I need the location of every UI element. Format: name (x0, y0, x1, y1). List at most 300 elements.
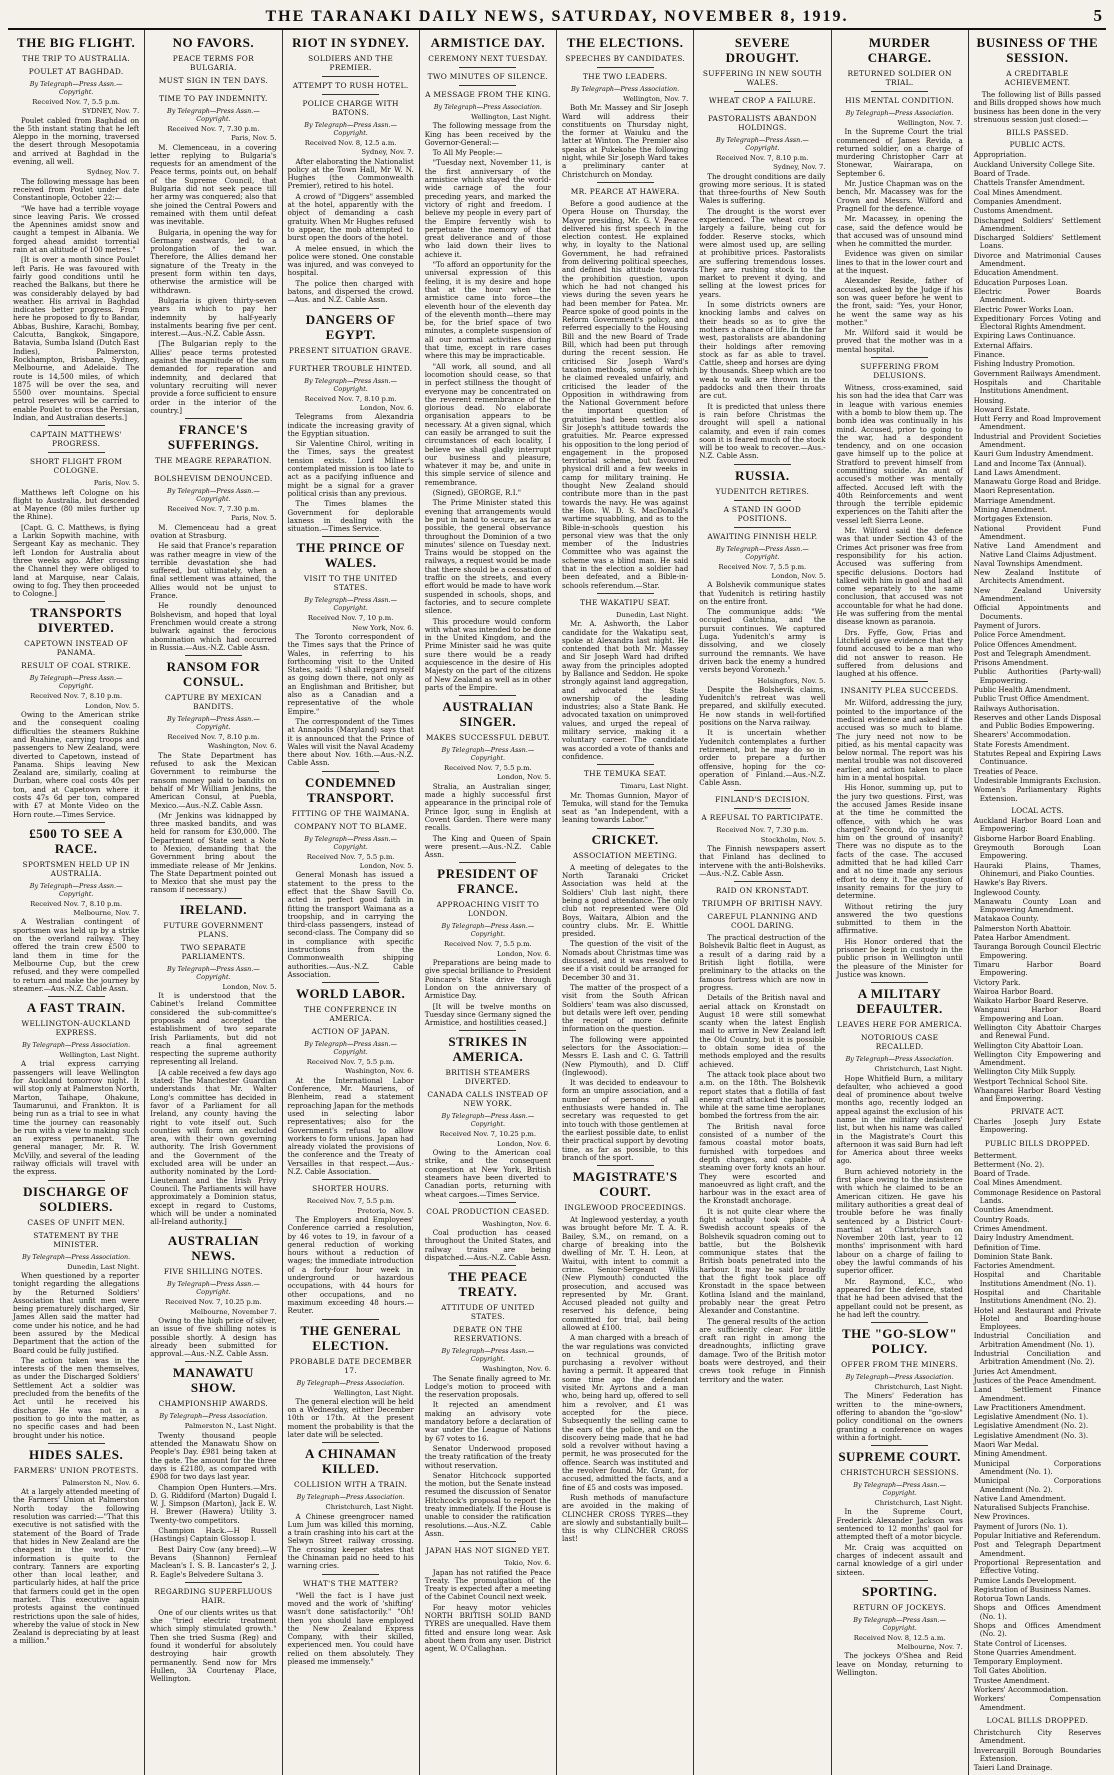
article-paragraph: His Honor ordered that the prisoner be kept in custody in the public prison in Wellington until the pleasure of the Minister for Justice was known. (836, 936, 963, 979)
received-line: Received Nov. 7, 7.30 p.m. (716, 826, 809, 835)
page-number: 5 (1093, 6, 1102, 25)
article-paragraph: At the International Labor Conference, Mr. Mauriens, of Blenheim, read a statement reproaching Japan for the methods used in selecting labor representatives; also for the Government's refusal to allow workers to form unions. Japan had already violated the provisions of the conference and the Treaty of Versailles in that respect.—Aus.-N.Z. Cable Association. (287, 1075, 414, 1177)
list-item: Legislative Amendment (No. 1). (973, 1412, 1089, 1422)
article-subhead: SHORT FLIGHT FROM COLOGNE. (29, 457, 123, 476)
article-paragraph: Both Mr. Massey and Sir Joseph Ward will address their constituents on Thursday night, the former at Waiuku and the latter at Winton. The Premier also speaks at Pukekohe the following night, while Sir Joseph Ward takes a preliminary canter at Christchurch on Monday. (562, 103, 689, 179)
divider (871, 91, 928, 92)
article-paragraph: [The Bulgarian reply to the Allies' peace terms protested against the magnitude of the sum demanded for reparation and indemnity, and declared that voluntary recruiting will never provide a force sufficient to ensure order in the interior of the country.] (150, 339, 277, 415)
list-item: Reserves and other Lands Disposal and Public Bodies Empowering. (973, 712, 1101, 731)
article-headline: WORLD LABOR. (295, 986, 406, 1002)
list-item: Board of Trade. (973, 169, 1031, 179)
dateline: Timaru, Last Night. (620, 782, 689, 791)
article-headline: DANGERS OF EGYPT. (305, 311, 396, 342)
list-item: Auckland University College Site. (973, 159, 1095, 169)
article-paragraph: Japan has not ratified the Peace Treaty. The promulgation of the Treaty is expected after a meeting of the Cabinet Council next week. (424, 1567, 551, 1602)
article-subhead: MUST SIGN IN TEN DAYS. (158, 76, 269, 85)
list-item: Companies Amendment. (973, 196, 1062, 206)
article-paragraph: It rejected an amendment making an advisory vote mandatory before a declaration of war under the League of Nations by 67 votes to 16. (424, 1400, 551, 1443)
list-item: Workers' Accommodation. (973, 1685, 1069, 1695)
article-subhead: YUDENITCH RETIRES. (715, 486, 810, 496)
divider (459, 695, 516, 696)
article-subhead: RETURN OF JOCKEYS. (853, 1602, 947, 1612)
article-subhead: SHORTER HOURS. (312, 1184, 390, 1194)
article-subhead: CASES OF UNFIT MEN. (27, 1217, 125, 1227)
divider (322, 771, 379, 772)
byline: By Telegraph—Press Assn.—Copyright. (304, 376, 397, 393)
divider (185, 1229, 242, 1230)
dateline: Melbourne, Nov. 7. (896, 1643, 963, 1652)
article-paragraph: At a largely attended meeting of the Farmers' Union at Palmerston North today the following resolution was carried:—"That this executive is not satisfied with the statement of the Board of Trade that hides in New Zealand are the cheapest in the world. Our information is quite to the contrary. Tanners are exporting other than local leather, and particularly hides, at half the price that farmers could get in the open market. This executive again protests against the continued restrictions upon the sale of hides, whereby the value of stock in New Zealand is depreciating by at least a million." (13, 1487, 140, 1646)
article-paragraph: The following were appointed selectors for the Association:—Messrs E. Lash and C. G. Tattrill (New Plymouth), and D. Cliff (Inglewood). (562, 1034, 689, 1077)
article-subhead: CHRISTCHURCH SESSIONS. (840, 1468, 959, 1478)
article-paragraph: Mr. Macassey, in opening the case, said the defence would be that accused was of unsound mind when he committed the murder. (836, 214, 963, 249)
list-item: Law Practitioners Amendment. (973, 1402, 1086, 1412)
list-item: State Forests Amendment. (973, 739, 1070, 749)
article-subhead: PEACE TERMS FOR BULGARIA. (172, 54, 254, 72)
article-subhead: VISIT TO THE UNITED STATES. (303, 574, 398, 593)
article-paragraph: The question of the visit of the Nomads about Christmas time was discussed, and it was resolved to see if a visit could be arranged for December 30 and 31. (562, 939, 689, 982)
divider (48, 1443, 105, 1444)
article-subhead: SUFFERING FROM DELUSIONS. (860, 362, 939, 381)
dateline: London, Nov. 5. (85, 701, 140, 710)
list-item: Expeditionary Forces Voting and Electoral Rights Amendment. (973, 313, 1101, 332)
list-item: Popular Initiative and Referendum. (973, 1531, 1101, 1541)
article-subhead: FINLAND'S DECISION. (715, 795, 810, 805)
article-paragraph: The following message from the King has been received by the Governor-General:— (424, 121, 551, 147)
list-item: Factories Amendment. (973, 1261, 1056, 1271)
article-paragraph: Senator Underwood proposed the treaty ratification of the treaty without reservation. (424, 1443, 551, 1470)
divider (871, 982, 928, 983)
list-item: Women's Parliamentary Rights Extension. (973, 785, 1101, 803)
divider (322, 1319, 379, 1320)
byline: By Telegraph—Press Assn.—Copyright. (304, 121, 397, 137)
article-paragraph: The correspondent of the Times at Annapolis (Maryland) says that it is announced that the Prince of Wales will visit the Naval Academy there about Nov. 16th.—Aus.-N.Z. Cable Assn. (287, 716, 414, 768)
article-subhead: POLICE CHARGE WITH BATONS. (302, 99, 399, 117)
article-subhead: FARMERS' UNION PROTESTS. (13, 1465, 139, 1475)
list-item: Land Settlement Finance Amendment. (973, 1385, 1101, 1403)
article-paragraph: The King and Queen of Spain were present.—Aus.-N.Z. Cable Assn. (424, 833, 551, 860)
divider (459, 1202, 516, 1203)
list-item: Victory Park. (973, 977, 1021, 987)
list-item: Public Health Amendment. (973, 685, 1071, 694)
byline: By Telegraph—Press Association. (22, 1252, 131, 1261)
list-item: Matakaoa County. (973, 914, 1039, 924)
list-item: Police Offences Amendment. (973, 639, 1077, 649)
article-headline: THE BIG FLIGHT. (17, 35, 136, 50)
article-subhead: FUTURE GOVERNMENT PLANS. (163, 920, 264, 939)
byline: By Telegraph—Press Assn.—Copyright. (441, 746, 535, 763)
byline: By Telegraph—Press Assn.—Copyright. (29, 80, 123, 96)
article-headline: MAGISTRATE'S COURT. (572, 1169, 678, 1200)
list-item: Housing. (973, 395, 1007, 405)
list-item: Wellington City Milk Supply. (973, 1067, 1076, 1077)
list-item: Native Land Amendment. (973, 1493, 1066, 1503)
article-headline: THE PRINCE OF WALES. (296, 540, 405, 571)
article-subhead: SOLDIERS AND THE PREMIER. (308, 54, 394, 72)
divider (871, 681, 928, 682)
list-item: Mining Amendment. (973, 1449, 1048, 1459)
article-headline: RANSOM FOR CONSUL. (166, 659, 261, 690)
article-subhead: COAL PRODUCTION CEASED. (426, 1206, 550, 1216)
list-item: Hospital and Charitable Institutions Amendment (No. 2). (973, 1288, 1101, 1306)
article-paragraph: Owing to the American coal strike, and the consequent congestion at New York, British steamers have been diverted to Canadian ports, returning with wheat cargoes.—Times Service. (424, 1148, 551, 1199)
divider (322, 94, 379, 95)
column-7 (832, 30, 969, 1775)
article-subhead: SUFFERING IN NEW SOUTH WALES. (702, 69, 822, 87)
article-subhead: WELLINGTON-AUCKLAND EXPRESS. (21, 1019, 131, 1038)
received-line: Received Nov. 7, 5.5 p.m. (444, 940, 532, 949)
byline: By Telegraph—Press Association. (845, 1373, 954, 1382)
article-subhead: CAPETOWN INSTEAD OF PANAMA. (24, 639, 129, 658)
list-item: Workers' Compensation Amendment. (973, 1694, 1101, 1712)
article-paragraph: A meeting of delegates to the North Taranaki Cricket Association was held at the Soldiers' Club last night, there being a good attendance. The only club not represented were Old Boys, Waitara, Albion and the country clubs. Mr. E. Whittle presided. (562, 862, 689, 939)
article-subhead: APPROACHING VISIT TO LONDON. (436, 900, 540, 919)
article-paragraph: At Inglewood yesterday, a youth was brought before Mr. T. A. R. Bailey, S.M., on remand, on a charge of breaking into the dwelling of Mr. T. H. Leon, at Waitui, with intent to commit a crime. Senior-Sergeant Willis (New Plymouth) conducted the prosecution, and accused was represented by Mr. Grant. Accused pleaded not guilty and reserved his defence, being committed for trial, bail being allowed at £100. (562, 1215, 689, 1332)
list-item: Christchurch City Reserves Amendment. (973, 1727, 1101, 1746)
article-subhead: SPEECHES BY CANDIDATES. (565, 54, 686, 63)
article-paragraph: "Well the fact is I have just moved and the work of 'shifting' wasn't done satisfactorily." "Oh! then you should have employed the New Zealand Express Company, with their skilled, experienced men. You could have relied on them absolutely. They pleased me immensely." (287, 1590, 414, 1667)
list-item: Education Purposes Loan. (973, 277, 1068, 287)
article-subhead: FURTHER TROUBLE HINTED. (288, 363, 413, 373)
list-item: Treaties of Peace. (973, 766, 1038, 776)
list-item: Charles Joseph Jury Estate Empowering. (973, 1116, 1101, 1135)
list-item: Pumice Lands Development. (973, 1575, 1077, 1585)
article-subhead: AWAITING FINNISH HELP. (707, 531, 818, 541)
divider (459, 1030, 516, 1031)
article-subhead: TRIUMPH OF BRITISH NAVY. (702, 899, 823, 909)
byline: By Telegraph—Press Assn.—Copyright. (441, 1347, 535, 1364)
dateline: London, Nov. 5. (359, 862, 414, 871)
article-subhead: PUBLIC BILLS DROPPED. (984, 1138, 1090, 1148)
article-paragraph: A Westralian contingent of sportsmen was held up by a strike on the overland railway. They offered the train crew £500 to land them in time for the Melbourne Cup, but the crew refused, and they were compelled to return and make the journey by steamer.—Aus.-N.Z. Cable Assn. (13, 917, 140, 993)
article-paragraph: The practical destruction of the Bolshevik Baltic fleet in August, as a result of a daring raid by a British light flotilla, were preliminary to the attacks on the famous fortress which are now in progress. (699, 933, 826, 992)
dateline: Sydney, Nov. 7. (773, 163, 826, 172)
article-headline: RIOT IN SYDNEY. (292, 35, 410, 50)
list-item: Finance. (973, 350, 1005, 360)
article-paragraph: The Senate finally agreed to Mr. Lodge's motion to proceed with the reservation proposals. (424, 1373, 551, 1400)
article-paragraph: Champion Open Hunters.—Mrs. D. G. Riddiford (Marton) Dugald I. W. J. Simpson (Marton), Jack E. W. H. Brewer (Hawera) Utility 3. Twenty-two competitors. (150, 1482, 277, 1525)
byline: By Telegraph—Press Assn.—Copyright. (167, 715, 260, 732)
article-paragraph: A Chinese greengrocer named Lum Jum was killed this morning, a train crashing into his cart at the Selwyn Street railway crossing. The crossing keeper states that the Chinaman paid no heed to his warning cries. (287, 1511, 414, 1571)
divider (597, 182, 654, 183)
article-paragraph: Mr. A. Ashworth, the Labor candidate for the Wakatipu seat, spoke at Alexandra last night. He contended that both Mr. Massey and Sir Joseph Ward had drifted away from the principles adopted by Ballance and Seddon. He spoke strongly against land aggregation, and advocated the State ownership of the leading industries; also a State Bank. He advocated taxation on unimproved values, and urged the repeal of military service, making it a voluntary career. The candidate was accorded a vote of thanks and confidence. (562, 619, 689, 761)
list-item: Prisons Amendment. (973, 658, 1049, 668)
article-paragraph: Witness, cross-examined, said his son had the idea that Carr was in league with various enemies with a bomb to blow them up. The bomb idea was continually in his mind. Accused, prior to going to the war, had a despondent tendency, and on one occasion gave himself up to the police at Stratford to prevent himself from committing suicide. An aunt of accused's mother was mentally affected. Accused left with the 40th Reinforcements and went through the terrible epidemic experiences on the Tahiti after the vessel left Sierra Leone. (836, 383, 963, 525)
article-subhead: A REFUSAL TO PARTICIPATE. (701, 813, 824, 823)
byline: By Telegraph—Press Association. (296, 1493, 405, 1502)
article-headline: A MILITARY DEFAULTER. (856, 986, 943, 1017)
received-line: Received Nov. 7, 5.5 p.m. (718, 562, 807, 571)
masthead-title: THE TARANAKI DAILY NEWS, SATURDAY, NOVEMBER 8, 1919. (265, 8, 849, 25)
article-paragraph: Best Dairy Cow (any breed).—W Bevans (Shannon) Fernleaf Maclean's I. S. B. Lancaster's 2, J. R. Eagle's Belvedere Sultana 3. (150, 1544, 277, 1579)
list-item: Greymouth Borough Loan Empowering. (973, 843, 1101, 861)
dateline: Christchurch, Last Night. (874, 1065, 963, 1074)
column-8 (969, 30, 1106, 1775)
article-paragraph: The Finnish newspapers assert that Finland has declined to intervene with the anti-Bolsheviks.—Aus.-N.Z. Cable Assn. (699, 844, 826, 878)
article-subhead: CAPTAIN MATTHEWS' PROGRESS. (30, 430, 122, 449)
divider (459, 85, 516, 86)
list-item: Customs Amendment. (973, 206, 1053, 216)
article-paragraph: A melee ensued, in which the police were stoned. One constable was injured, and was conveyed to hospital. (287, 243, 414, 278)
article-paragraph: Mr. Craig was acquitted on charges of indecent assault and carnal knowledge of a girl under sixteen. (836, 1542, 963, 1577)
article-subhead: THE MEAGRE REPARATION. (155, 456, 272, 466)
divider (322, 76, 379, 77)
list-item: Westport Technical School Site. (973, 1076, 1088, 1086)
list-item: Invercargill Borough Boundaries Extension. (973, 1745, 1101, 1763)
list-item: New Provinces. (973, 1512, 1030, 1522)
dateline: London, Nov. 6. (359, 403, 414, 412)
dateline: Melbourne, Nov. 7. (73, 909, 140, 918)
dateline: Washington, Nov. 6. (482, 1365, 551, 1374)
article-subhead: THE TWO LEADERS. (582, 72, 668, 81)
article-subhead: LOCAL BILLS DROPPED. (986, 1715, 1089, 1725)
article-paragraph: He roundly denounced Bolshevism, and hoped that loyal Frenchmen would create a strong bulwark against the ferocious abomination which had occurred in Russia.—Aus.-N.Z. Cable Assn. (150, 601, 277, 652)
list-item: Discharged Soldiers' Settlement Loans. (973, 233, 1101, 251)
article-subhead: NOTORIOUS CASE RECALLED. (860, 1033, 939, 1052)
article-subhead: PROBABLE DATE DECEMBER 17. (289, 1356, 412, 1375)
article-subhead: COLLISION WITH A TRAIN. (294, 1480, 408, 1490)
article-paragraph: Bulgaria is given thirty-seven years in which to pay her indemnity by half-yearly instalments bearing five per cent. interest.—Aus.-N.Z. Cable Assn. (150, 295, 277, 339)
divider (185, 469, 242, 470)
list-item: Howard Estate. (973, 404, 1030, 414)
article-paragraph: Champion Hack.—H Russell (Hastings) Captain Glossop I. (150, 1526, 277, 1544)
list-item: Chattels Transfer Amendment. (973, 178, 1085, 188)
list-item: Naturalised Subjects Franchise. (973, 1503, 1090, 1513)
divider (871, 1445, 928, 1446)
article-subhead: HIS MENTAL CONDITION. (845, 96, 955, 105)
list-item: Hauraki Plains, Thames, Ohinemuri, and Piako Counties. (973, 860, 1101, 878)
byline: By Telegraph—Press Assn.—Copyright. (167, 964, 260, 981)
article-paragraph: "To afford an opportunity for the universal expression of this feeling, it is my desire and hope that at the hour when the armistice came into force—the eleventh hour of the eleventh day of the eleventh month—there may be, for the brief space of two minutes, a complete suspension of all our normal activities during that time, except in rare cases where this may be impracticable. (424, 260, 551, 361)
article-paragraph: The attack took place about two a.m. on the 18th. The Bolshevik report states that a flotilla of fast enemy craft attacked the harbour, while at the same time aeroplanes bombed the fortress from the air. (699, 1069, 826, 1121)
list-item: Land and Income Tax (Annual). (973, 458, 1087, 468)
list-item: National Provident Fund Amendment. (973, 523, 1101, 541)
article-paragraph: The communique adds: "We occupied Gatchina, and the pursuit continues. We captured Luga. Yudenitch's army is dissolving, and we closely surround the remnants. We have driven back the enemy a hundred versts beyond Voronezh." (699, 607, 826, 675)
article-subhead: PASTORALISTS ABANDON HOLDINGS. (707, 114, 817, 132)
list-item: Official Appointments and Documents. (973, 603, 1101, 621)
article-paragraph: Matthews left Cologne on his flight to Australia, but descended at Mayence (80 miles further up the Rhine). (13, 487, 140, 522)
dateline: Wellington, Last Night. (333, 1388, 414, 1397)
divider (734, 527, 791, 528)
bill-list (974, 1729, 1101, 1772)
article-paragraph: A Bolshevik communique states that Yudenitch is retiring hastily on the entire front. (699, 580, 826, 606)
list-item: Wellington City Empowering and Amendment. (973, 1049, 1101, 1068)
list-item: Kauri Gum Industry Amendment. (973, 449, 1094, 459)
article-paragraph: In the Supreme Court, Frederick Alexander Jackson was sentenced to 12 months' gaol for attempted theft of a motor bicycle. (836, 1507, 963, 1542)
divider (597, 1165, 654, 1166)
article-paragraph: Mr. Wilford said it would be proved that the mother was in a mental hospital. (836, 328, 963, 354)
article-headline: THE GENERAL ELECTION. (300, 1322, 401, 1353)
list-item: Government Railways Amendment. (973, 368, 1101, 378)
article-paragraph: Twenty thousand people attended the Manawatu Show on People's Day. £981 being taken at the gate. The amount for the three days is £2180, as compared with £908 for two days last year. (150, 1430, 277, 1482)
received-line: Received Nov. 7, 5.5 p.m. (306, 852, 395, 861)
article-paragraph: Mr. Raymond, K.C., who appeared for the defence, stated that he had been advised that the appellant could not be present, as he had left the country. (836, 1276, 963, 1319)
article-paragraph: Sir Valentine Chirol, writing in the Times, says the greatest tension exists. Lord Milner's contemplated mission is too late to act as a pacifying influence and might be a signal for a graver political crisis than any previous. (287, 439, 414, 498)
article-subhead: INSANITY PLEA SUCCEEDS. (840, 686, 959, 696)
article-paragraph: "We have had a terrible voyage since leaving Paris. We crossed the Apennines amidst snow and caught a tempest in Albania. We forged ahead amidst torrential rain at an altitude of 100 metres." (13, 203, 140, 255)
received-line: Received Nov. 8, 12.5 a.m. (304, 139, 397, 147)
article-paragraph: General Monash has issued a statement to the press to the effect that the Shaw Savill Co. acted in perfect good faith in fitting the transport Waimana as a troopship, and in carrying the third-class passengers, instead of second-class. The Company did so in compliance with specific instructions from the Commonwealth shipping authorities.—Aus.-N.Z. Cable Association. (287, 870, 414, 979)
divider (185, 655, 242, 656)
dateline: Palmerston N., Nov. 6. (62, 1478, 140, 1487)
dateline: Palmerston N., Last Night. (184, 1422, 277, 1431)
list-item: Maori Representation. (973, 486, 1055, 496)
article-paragraph: The following message has been received from Poulet under date Constantinople, October 22:— (13, 176, 140, 203)
divider (48, 601, 105, 602)
dateline: Christchurch, Last Night. (874, 1383, 963, 1392)
list-item: Appropriation. (973, 150, 1027, 160)
dateline: London, Nov. 5. (771, 571, 826, 580)
article-paragraph: Before a good audience at the Opera House on Thursday, the Mayor presiding, Mr. G. V. Pearce delivered his first speech in the election contest. He explained why, in loyalty to the National Government, he had refrained from delivering political speeches, and defined his attitude towards the prohibition question, upon which he had not changed his views during the seven years he had been member for Patea. Mr. Pearce spoke of good points in the Reform Government's policy, and referred especially to the Housing Bill and the new Board of Trade Bill, which had been put through during the recent session. He criticised Sir Joseph Ward's taxation methods, some of which he claimed revealed unfairly, and criticised the leader of the Opposition in withdrawing from the National Government before the important question of gratuities had been settled; also Sir Joseph's attitude towards the gratuities. Mr. Pearce expressed his opposition to the long period of engagement in the proposed territorial scheme, but favoured physical drill and a few weeks in camp for military training. He thought New Zealand should contribute more than in the past towards the navy. He was against the Hon. W. D. S. MacDonald's wartime squabbling, and as to the Bible-in-schools question his personal view was that the only member of the Industries Committee who was against the scheme was a blind man. He said that in the election a soldier had been defeated, and a Bible-in-schools referendum.—Star. (562, 198, 689, 590)
article-paragraph: Burn achieved notoriety in the first place owing to the insistence with which he claimed to be an American citizen. He gave his military authorities a great deal of trouble before he was finally sentenced by a District Court-martial at Christchurch on November 20th last, year to 12 months' imprisonment with hard labour on a charge of failing to obey the lawful commands of his superior officer. (836, 1166, 963, 1276)
list-item: Trustee Amendment. (973, 1675, 1050, 1685)
list-item: Commonage Residence on Pastoral Lands. (973, 1187, 1101, 1206)
article-paragraph: Evidence was given on similar lines to that in the lower court and at the inquest. (836, 249, 963, 276)
list-item: Wellington City Abattoir Loan. (973, 1040, 1084, 1050)
article-headline: CONDEMNED TRANSPORT. (305, 774, 397, 805)
article-paragraph: Owing to the American strike and the consequent coaling difficulties the steamers Rukhine and Ruahine, carrying troops and passengers to New Zealand, were diverted to Capetown, instead of Panama. Ships leaving New Zealand are, similarly, coaling at Durban, where coal costs 40s per ton, and at Capetown where it costs 47s 6d per ton, compared with £7 at Monte Video on the Horn route.—Times Service. (13, 710, 140, 819)
article-subhead: THE CONFERENCE IN AMERICA. (304, 1005, 398, 1024)
byline: By Telegraph—Press Association. (22, 1041, 131, 1050)
article-subhead: A CREDITABLE ACHIEVEMENT. (1004, 69, 1071, 87)
divider (185, 898, 242, 899)
dateline: Washington, Nov. 6. (345, 1067, 414, 1076)
received-line: Received Nov. 7, 7.30 p.m. (167, 505, 260, 514)
article-paragraph: Mr. Justice Chapman was on the bench, Mr. Macassey was for the Crown and Messrs. Wilford and Pragnell for the defence. (836, 179, 963, 213)
article-headline: RUSSIA. (735, 467, 790, 483)
article-headline: DISCHARGE OF SOLDIERS. (23, 1183, 130, 1214)
list-item: Tauranga Borough Council Electric Empowering. (973, 942, 1101, 960)
article-subhead: RETURNED SOLDIER ON TRIAL. (847, 69, 952, 87)
article-subhead: BRITISH STEAMERS DIVERTED. (445, 1068, 531, 1087)
article-paragraph: M. Clemenceau had a great ovation at Strasburg. (150, 522, 277, 540)
byline: By Telegraph—Press Assn.—Copyright. (29, 881, 123, 898)
article-subhead: BOLSHEVISM DENOUNCED. (154, 474, 273, 484)
dateline: London, Nov. 5. (222, 982, 277, 991)
divider (597, 828, 654, 829)
article-subhead: BILLS PASSED. (1006, 128, 1069, 138)
divider (185, 89, 242, 90)
list-item: Whangarei Harbor Board Vesting and Empowering. (973, 1086, 1101, 1104)
article-paragraph: He said that France's reparation was rather meagre in view of the terrible devastation she had suffered, but ultimately, when a final settlement was attained, the Allies would not be unjust to France. (150, 541, 277, 601)
list-item: Shearers' Accommodation. (973, 730, 1071, 740)
article-paragraph: Stralia, an Australian singer, made a highly successful first appearance in the principal role of Prince Igor, sung in English at Covent Garden. There were many recalls. (424, 781, 551, 833)
dateline: Christchurch, Last Night. (325, 1503, 414, 1512)
article-paragraph: (Mr Jenkins was kidnapped by three masked bandits, and was held for ransom for £30,000. The Department of State sent a Note to Mexico, demanding that the Government bring about the immediate release of Mr Jenkins. The State Department pointed out to Mexico that she must pay the ransom if necessary.) (150, 810, 277, 895)
article-headline: HIDES SALES. (29, 1446, 124, 1462)
article-paragraph: (Signed), GEORGE, R.I." (432, 488, 522, 498)
list-item: Betterment. (973, 1150, 1018, 1160)
byline: By Telegraph—Press Assn.—Copyright. (441, 1112, 535, 1129)
article-subhead: TIME TO PAY INDEMNITY. (159, 94, 268, 103)
received-line: Received Nov. 7, 5.5 p.m. (444, 764, 532, 773)
byline: By Telegraph—Press Assn.—Copyright. (167, 107, 260, 123)
article-paragraph: The Prime Minister stated this evening that arrangements would be put in hand to secure, as far as possible, the general observance throughout the Dominion of a two minutes' silence on Tuesday next. Trains would be stopped on the railways, a request would be made that there should be a cessation of traffic on the streets, and every effort would be made to have work suspended in schools, shops, and factories, and to secure complete silence. (424, 498, 551, 616)
article-paragraph: To All My People:— (432, 148, 503, 158)
article-paragraph: One of our clients writes us that she "tried electric treatment which simply stimulated growth." Then she tried Susma (Reg) and found it wonderful for absolutely destroying hair growth permanently. Send now for Mrs Hullen, 3A Courtenay Place, Wellington. (150, 1607, 277, 1684)
list-item: Municipal Corporations Amendment (No. 1). (973, 1458, 1101, 1476)
list-item: Temporary Employment. (973, 1657, 1063, 1667)
article-paragraph: Preparations are being made to give special brilliance to President Poincare's State drive through London on the anniversary of Armistice Day. (424, 958, 551, 1001)
article-headline: CRICKET. (591, 831, 659, 847)
article-paragraph: Mr. Thomas Gunnion, Mayor of Temuka, will stand for the Temuka seat as "an Independent, with a leaning towards Labor." (562, 790, 689, 825)
article-headline: THE "GO-SLOW" POLICY. (842, 1326, 958, 1357)
list-item: Industrial Conciliation and Arbitration Amendment (No. 1). (973, 1331, 1101, 1349)
article-subhead: OFFER FROM THE MINERS. (841, 1360, 959, 1370)
article-subhead: ATTITUDE OF UNITED STATES. (441, 1303, 535, 1322)
article-subhead: THE TEMUKA SEAT. (583, 769, 667, 779)
list-item: Toll Gates Abolition. (973, 1666, 1047, 1676)
dateline: Dunedin, Last Night. (67, 1262, 140, 1271)
article-paragraph: The British naval force consisted of a number of the famous coastal motor boats, furnished with torpedoes and depth charges, and capable of steaming over forty knots an hour. They were escorted and manoeuvred as light craft, and the harbour was in the exact area of the Kronstadt anchorage. (699, 1121, 826, 1206)
article-subhead: A STAND IN GOOD POSITIONS. (723, 504, 802, 523)
list-item: Hotel and Restaurant and Private Hotel and Boarding-house Employees. (973, 1305, 1101, 1332)
received-line: Received Nov. 7, 5.5 p.m. (306, 1197, 395, 1206)
column-3 (283, 30, 420, 1775)
article-paragraph: "Tuesday next, November 11, is the first anniversary of the armistice which stayed the world-wide carnage of the four preceding years, and marked the victory of right and freedom. I believe my people in every part of the Empire fervently wish to perpetuate the memory of that great deliverance and of those who laid down their lives to achieve it. (424, 158, 551, 259)
divider (48, 1180, 105, 1181)
list-item: Juries Act Amendment. (973, 1366, 1057, 1376)
list-item: Legislative Amendment (No. 2). (973, 1421, 1089, 1431)
article-paragraph: Mr. Wilford said the defence was that under Section 43 of the Crimes Act prisoner was free from responsibility for his action. Accused was suffering from specific delusions. Doctors had talked with him in gaol and had all come separately to the same conclusion, that accused was not accountable for what he had done. He was suffering from the mental disease known as paranoia. (836, 526, 963, 627)
list-item: Gisborne Harbor Board Enabling. (973, 833, 1096, 843)
list-item: Definition of Time. (973, 1242, 1041, 1252)
article-headline: AUSTRALIAN SINGER. (442, 699, 534, 730)
article-paragraph: It was decided to endeavour to form an umpire association, and a number of persons of all enthusiasts were handed in. The secretary was requested to get into touch with those gentlemen at the earliest possible date, to enlist their practical support by devoting time, as far as possible, to this branch of the sport. (562, 1078, 689, 1162)
column-6 (694, 30, 831, 1775)
list-item: Public Authorities (Party-wall) Empowering. (973, 667, 1101, 685)
article-paragraph: The Miners' Federation has written to the mine-owners, offering to abandon the "go-slow" policy conditional on the owners granting a conference on wages within a fortnight. (836, 1391, 963, 1442)
article-paragraph: His Honor, summing up, put to the jury two questions. First, was the accused James Reside insane at the time he committed the offence, with which he was charged? Second, do you acquit him on the ground of insanity? There was no dispute as to the facts of the case. The accused admitted that he had killed Carr and at no time made any serious effort to deny it. The question of insanity remains for the jury to determine. (836, 783, 963, 901)
divider (871, 1322, 928, 1323)
list-item: Electric Power Works Loan. (973, 304, 1074, 314)
dateline: London, Nov. 6. (496, 949, 551, 958)
dateline: London, Nov. 5. (496, 773, 551, 782)
list-item: Hospital and Charitable Institutions Amendment (No. 1). (973, 1270, 1101, 1288)
list-item: Dairy Industry Amendment. (973, 1233, 1074, 1243)
byline: By Telegraph—Press Assn.—Copyright. (29, 674, 123, 691)
dateline: Paris, Nov. 5. (93, 479, 140, 488)
article-paragraph: [Capt. G. C. Matthews, is flying a Larkin Sopwith machine, with Sergeant Kay as mechanic. They left London for Australia about three weeks ago. After crossing the Channel they were obliged to land at Marquise, near Calais, owing to fog. They then proceeded to Cologne.] (13, 522, 140, 599)
list-item: Board of Trade. (973, 1169, 1031, 1179)
article-paragraph: Details of the British naval and aerial attack on Kronstadt on August 18 were still somewhat scanty when the latest English mail to arrive in New Zealand left the Old Country, but it is possible to obtain some idea of the methods employed and the results achieved. (699, 993, 826, 1069)
article-headline: FRANCE'S SUFFERINGS. (167, 422, 259, 453)
article-subhead: CAPTURE BY MEXICAN BANDITS. (164, 693, 262, 712)
divider (48, 822, 105, 823)
received-line: Received Nov. 7, 10.25 p.m. (439, 1130, 537, 1139)
article-paragraph: In some districts owners are knocking lambs and calves on their heads so as to give the mothers a chance of life. In the far west, pastoralists are abandoning their holdings after removing stock as far as able to travel. Cattle, sheep and horses are dying by thousands. Sheep which are too weak to walk are thrown in the paddocks and then their throats are cut. (699, 300, 826, 401)
list-item: Coal Mines Amendment. (973, 187, 1063, 197)
list-item: Hawke's Bay Rivers. (973, 878, 1048, 888)
article-paragraph: The matter of the prospect of a visit from the South African Soldiers' team was also discussed, but details were left over, pending the receipt of more definite information on the question. (562, 982, 689, 1034)
list-item: Fishing Industry Promotion. (973, 359, 1076, 369)
article-subhead: WHEAT CROP A FAILURE. (708, 96, 816, 105)
article-headline: £500 TO SEE A RACE. (29, 825, 124, 856)
dateline: London, Nov. 6. (496, 1139, 551, 1148)
divider (871, 357, 928, 358)
list-item: Hospitals and Charitable Institutions Amendment. (973, 377, 1101, 396)
article-subhead: A MESSAGE FROM THE KING. (425, 90, 551, 99)
list-item: Public Trust Office Amendment. (973, 694, 1090, 704)
list-item: External Affairs. (973, 340, 1033, 350)
article-paragraph: Mr. Wilford, addressing the jury, pointed to the importance of the medical evidence and asked if the accused was so much to blame. The jury need not now to be pitied, as his mental capacity was below normal. The report was his mental trouble was not discovered earlier, and action taken to place him in a mental hospital. (836, 698, 963, 783)
bill-list (974, 1152, 1101, 1712)
received-line: Received Nov. 7, 8.10 p.m. (716, 154, 809, 162)
article-subhead: MAKES SUCCESSFUL DEBUT. (425, 733, 550, 743)
list-item: Payment of Jurors (No. 1). (973, 1521, 1068, 1531)
divider (734, 91, 791, 92)
divider (322, 1574, 379, 1575)
